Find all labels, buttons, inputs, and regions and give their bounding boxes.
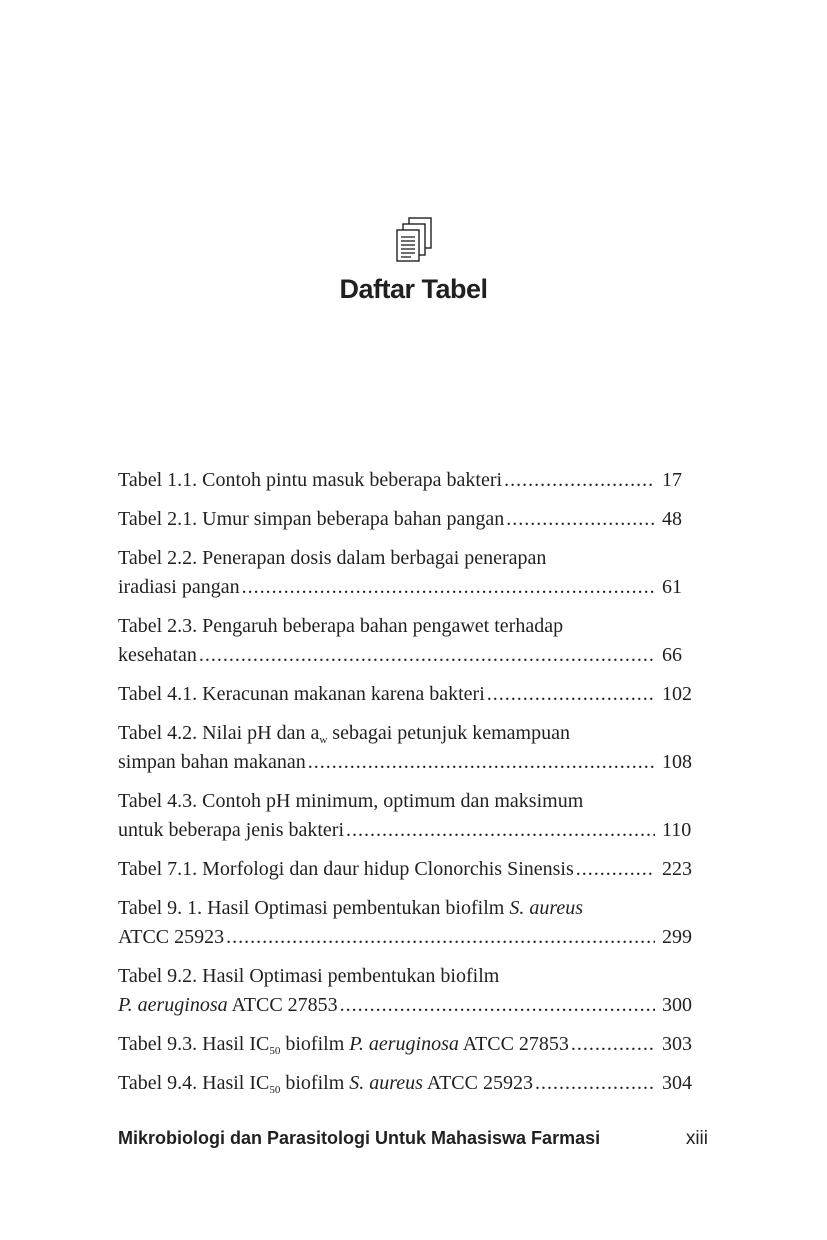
list-item[interactable] bbox=[118, 855, 700, 884]
list-item[interactable] bbox=[118, 787, 700, 845]
entry-label-line2 bbox=[118, 991, 338, 1020]
entry-label bbox=[118, 1030, 569, 1059]
entry-page: 303 bbox=[662, 1033, 692, 1055]
species-name: S. aureus bbox=[509, 897, 584, 919]
entry-label: Tabel 1.1. Contoh pintu masuk beberapa bakteri bbox=[118, 469, 503, 491]
dot-leader bbox=[576, 855, 655, 884]
list-item[interactable] bbox=[118, 680, 700, 709]
dot-leader bbox=[571, 1030, 655, 1059]
subscript: 50 bbox=[269, 1084, 281, 1096]
dot-leader bbox=[487, 680, 655, 709]
entry-label-line1: Tabel 2.2. Penerapan dosis dalam berbagai penerapan bbox=[118, 547, 547, 569]
list-item[interactable] bbox=[118, 1069, 700, 1098]
entry-page: 17 bbox=[662, 469, 682, 491]
page-number: xiii bbox=[685, 1128, 708, 1149]
entry-label: Tabel 7.1. Morfologi dan daur hidup Clonorchis Sinensis bbox=[118, 858, 574, 880]
list-item[interactable] bbox=[118, 962, 700, 1020]
entry-page: 102 bbox=[662, 683, 692, 705]
label-text: biofilm bbox=[280, 1033, 350, 1055]
species-name: S. aureus bbox=[349, 1072, 423, 1094]
entry-label-line1: Tabel 2.3. Pengaruh beberapa bahan pengawet terhadap bbox=[118, 615, 564, 637]
dot-leader bbox=[506, 505, 655, 534]
page-footer bbox=[118, 1128, 708, 1150]
entry-label-line1: Tabel 4.3. Contoh pH minimum, optimum dan maksimum bbox=[118, 790, 584, 812]
dot-leader bbox=[535, 1069, 655, 1098]
entry-label-line1: Tabel 9.2. Hasil Optimasi pembentukan biofilm bbox=[118, 965, 500, 987]
entry-page: 61 bbox=[662, 576, 682, 598]
label-text: ATCC 27853 bbox=[227, 994, 338, 1016]
dot-leader bbox=[226, 923, 655, 952]
dot-leader bbox=[346, 816, 655, 845]
label-text: biofilm bbox=[280, 1072, 350, 1094]
label-text: ATCC 27853 bbox=[458, 1033, 569, 1055]
label-text: ATCC 25923 bbox=[422, 1072, 533, 1094]
dot-leader bbox=[308, 748, 655, 777]
label-text: Tabel 9. 1. Hasil Optimasi pembentukan biofilm bbox=[118, 897, 510, 919]
entry-label-line1 bbox=[118, 894, 583, 923]
page-title: Daftar Tabel bbox=[339, 274, 488, 304]
entry-label-line2: kesehatan bbox=[118, 644, 197, 666]
entry-label: Tabel 4.1. Keracunan makanan karena bakteri bbox=[118, 683, 485, 705]
entry-label-line1 bbox=[118, 719, 570, 748]
entry-label: Tabel 2.1. Umur simpan beberapa bahan pangan bbox=[118, 508, 505, 530]
list-item[interactable] bbox=[118, 544, 700, 602]
label-text: sebagai petunjuk kemampuan bbox=[327, 722, 570, 744]
list-item[interactable] bbox=[118, 719, 700, 777]
dot-leader bbox=[340, 991, 655, 1020]
entry-page: 304 bbox=[662, 1072, 692, 1094]
entry-page: 110 bbox=[662, 819, 692, 841]
entry-page: 48 bbox=[662, 508, 682, 530]
entry-page: 108 bbox=[662, 751, 692, 773]
entry-label-line2: iradiasi pangan bbox=[118, 576, 240, 598]
entry-page: 66 bbox=[662, 644, 682, 666]
dot-leader bbox=[242, 573, 655, 602]
entry-page: 300 bbox=[662, 994, 692, 1016]
label-text: Tabel 4.2. Nilai pH dan a bbox=[118, 722, 320, 744]
table-list bbox=[118, 466, 700, 1108]
list-item[interactable] bbox=[118, 505, 700, 534]
list-item[interactable] bbox=[118, 894, 700, 952]
label-text: Tabel 9.3. Hasil IC bbox=[118, 1033, 270, 1055]
list-item[interactable] bbox=[118, 1030, 700, 1059]
entry-label bbox=[118, 1069, 533, 1098]
species-name: P. aeruginosa bbox=[349, 1033, 459, 1055]
dot-leader bbox=[504, 466, 655, 495]
dot-leader bbox=[199, 641, 655, 670]
subscript: w bbox=[319, 734, 328, 746]
entry-label-line2: ATCC 25923 bbox=[118, 926, 225, 948]
entry-page: 299 bbox=[662, 926, 692, 948]
list-item[interactable] bbox=[118, 612, 700, 670]
list-item[interactable] bbox=[118, 466, 700, 495]
running-title: Mikrobiologi dan Parasitologi Untuk Mahasiswa Farmasi bbox=[118, 1128, 601, 1148]
entry-label-line2: untuk beberapa jenis bakteri bbox=[118, 819, 345, 841]
entry-label-line2: simpan bahan makanan bbox=[118, 751, 306, 773]
document-stack-icon bbox=[395, 217, 433, 263]
subscript: 50 bbox=[269, 1045, 281, 1057]
species-name: P. aeruginosa bbox=[118, 994, 228, 1016]
entry-page: 223 bbox=[662, 858, 692, 880]
label-text: Tabel 9.4. Hasil IC bbox=[118, 1072, 270, 1094]
